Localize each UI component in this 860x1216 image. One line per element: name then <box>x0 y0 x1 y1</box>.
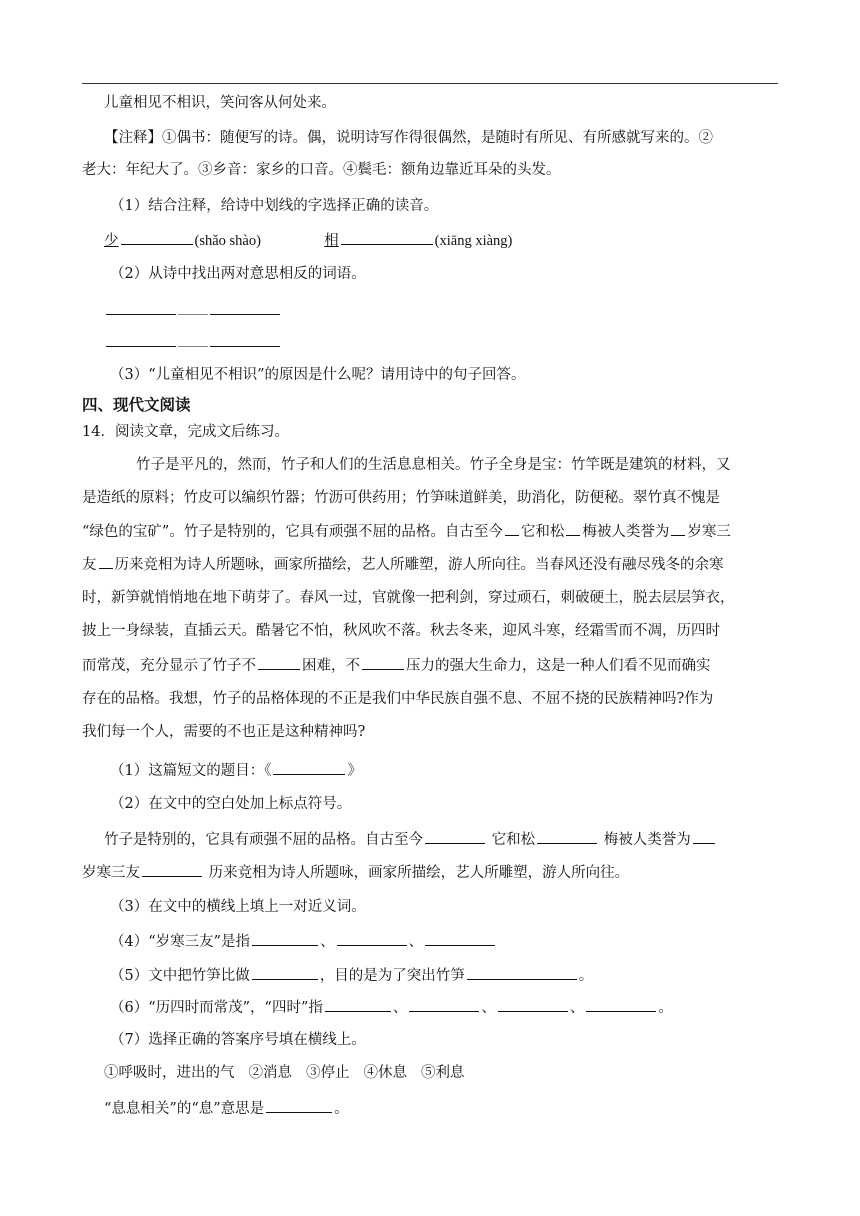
answer-blank[interactable] <box>266 1097 332 1113</box>
answer-blank[interactable] <box>273 759 345 775</box>
q1-prompt: （1）结合注释，给诗中划线的字选择正确的读音。 <box>110 198 439 214</box>
q1-options-2: (xiāng xiàng) <box>434 233 513 249</box>
sub-q1 <box>110 759 362 782</box>
sub-q8 <box>104 1097 349 1120</box>
answer-blank[interactable] <box>121 229 193 245</box>
article-line-3 <box>82 520 731 543</box>
option-2[interactable]: ②消息 <box>248 1065 292 1081</box>
answer-blank[interactable] <box>99 553 113 569</box>
sub-q6-text: （6）“历四时而常茂”，“四时”指 <box>110 1000 323 1016</box>
dash <box>178 334 208 347</box>
passage-text: 它和松 <box>491 832 536 848</box>
passage-text: 竹子是特别的，它具有顽强不屈的品格。自古至今 <box>104 832 423 848</box>
article-line-4 <box>82 553 724 576</box>
answer-blank[interactable] <box>498 996 568 1012</box>
separator: 、 <box>408 934 424 950</box>
article-text: 历来竞相为诗人所题咏，画家所描绘，艺人所雕塑，游人所向往。当春风还没有融尽残冬的余寒 <box>114 557 724 573</box>
answer-blank[interactable] <box>106 299 176 315</box>
q14-label: 14．阅读文章，完成文后练习。 <box>82 424 289 440</box>
section-4-title: 四、现代文阅读 <box>82 396 191 414</box>
answer-blank[interactable] <box>586 996 656 1012</box>
answer-blank[interactable] <box>252 964 318 980</box>
sub-q5-text: （5）文中把竹笋比做 <box>110 968 250 984</box>
sub-q3: （3）在文中的横线上填上一对近义词。 <box>110 899 366 915</box>
poem-last-line: 儿童相见不相识，笑问客从何处来。 <box>104 95 336 111</box>
sub-q1-text: （1）这篇短文的题目：《 <box>110 763 272 779</box>
q3-prompt: （3）“儿童相见不相识”的原因是什么呢？请用诗中的句子回答。 <box>110 367 526 383</box>
answer-blank[interactable] <box>142 861 202 877</box>
option-1[interactable]: ①呼吸时，进出的气 <box>104 1065 235 1081</box>
answer-blank[interactable] <box>566 520 580 536</box>
q1-options-1: (shǎo shào) <box>194 233 261 249</box>
option-3[interactable]: ③停止 <box>306 1065 350 1081</box>
answer-blank[interactable] <box>409 996 479 1012</box>
option-4[interactable]: ④休息 <box>363 1065 407 1081</box>
q1-char-2: 相 <box>324 233 339 249</box>
q2-pair-1 <box>104 299 282 322</box>
answer-blank[interactable] <box>362 654 404 670</box>
answer-blank[interactable] <box>210 299 280 315</box>
article-text: 岁寒三 <box>687 524 731 540</box>
q2-prompt: （2）从诗中找出两对意思相反的词语。 <box>110 266 366 282</box>
article-line-1: 竹子是平凡的，然而，竹子和人们的生活息息相关。竹子全身是宝：竹竿既是建筑的材料，又 <box>136 457 731 473</box>
sub-q4-text: （4）“岁寒三友”是指 <box>110 934 251 950</box>
answer-blank[interactable] <box>505 520 519 536</box>
answer-blank[interactable] <box>537 828 597 844</box>
sub-q4 <box>110 930 497 953</box>
sub-q6 <box>110 996 673 1019</box>
answer-blank[interactable] <box>467 964 577 980</box>
article-text: 友 <box>82 557 97 573</box>
separator: 、 <box>392 1000 408 1016</box>
note-line-1: 【注释】①偶书：随便写的诗。偶，说明诗写作得很偶然，是随时有所见、有所感就写来的。② <box>104 130 713 146</box>
article-line-5: 时，新笋就悄悄地在地下萌芽了。春风一过，官就像一把利剑，穿过顽石，刺破硬土，脱去层层笋衣， <box>82 590 735 606</box>
passage-text: 岁寒三友 <box>82 865 140 881</box>
answer-blank[interactable] <box>106 331 176 347</box>
separator: 、 <box>481 1000 496 1016</box>
q1-char-1: 少 <box>104 233 119 249</box>
answer-blank[interactable] <box>252 930 318 946</box>
article-line-6: 披上一身绿装，直插云天。酷暑它不怕，秋风吹不落。秋去冬来，迎风斗寒，经霜雪而不凋，历四时 <box>82 623 720 639</box>
q1-options-line <box>104 229 512 252</box>
sub-q2: （2）在文中的空白处加上标点符号。 <box>110 796 352 812</box>
sub-q8-text: 。 <box>334 1101 349 1117</box>
answer-blank[interactable] <box>693 828 715 844</box>
note-line-2: 老大：年纪大了。③乡音：家乡的口音。④鬓毛：额角边靠近耳朵的头发。 <box>82 162 561 178</box>
article-text: 压力的强大生命力，这是一种人们看不见而确实 <box>406 658 711 674</box>
passage-text: 梅被人类誉为 <box>603 832 691 848</box>
answer-blank[interactable] <box>425 930 495 946</box>
article-line-7 <box>82 654 711 677</box>
dash <box>178 302 208 315</box>
article-text: 而常茂，充分显示了竹子不 <box>82 658 256 674</box>
sub-q7: （7）选择正确的答案序号填在横线上。 <box>110 1032 366 1048</box>
header-rule <box>82 83 778 84</box>
answer-options <box>104 1062 465 1084</box>
passage-line-2 <box>82 861 629 884</box>
q2-pair-2 <box>104 331 282 354</box>
answer-blank[interactable] <box>425 828 485 844</box>
sub-q5 <box>110 964 593 987</box>
option-5[interactable]: ⑤利息 <box>421 1065 465 1081</box>
passage-line-1 <box>104 828 717 851</box>
article-text: 它和松 <box>520 524 565 540</box>
article-text: 困难，不 <box>302 658 360 674</box>
answer-blank[interactable] <box>337 930 407 946</box>
sub-q6-text: 。 <box>658 1000 673 1016</box>
article-line-8: 存在的品格。我想，竹子的品格体现的不正是我们中华民族自强不息、不屈不挠的民族精神吗?作为 <box>82 691 714 707</box>
answer-blank[interactable] <box>671 520 685 536</box>
separator: 、 <box>569 1000 585 1016</box>
separator: 、 <box>320 934 335 950</box>
sub-q5-text: ，目的是为了突出竹笋 <box>319 968 465 984</box>
answer-blank[interactable] <box>210 331 280 347</box>
answer-blank[interactable] <box>341 229 433 245</box>
answer-blank[interactable] <box>258 654 300 670</box>
article-text: 梅被人类誉为 <box>582 524 670 540</box>
article-line-2: 是造纸的原料；竹皮可以编织竹器；竹沥可供药用；竹笋味道鲜美，助消化，防便秘。翠竹真不愧是 <box>82 490 720 506</box>
passage-text: 历来竞相为诗人所题咏，画家所描绘，艺人所雕塑，游人所向往。 <box>208 865 630 881</box>
article-text: “绿色的宝矿”。竹子是特别的，它具有顽强不屈的品格。自古至今 <box>82 524 503 540</box>
sub-q8-text: “息息相关”的“息”意思是 <box>104 1101 265 1117</box>
answer-blank[interactable] <box>325 996 391 1012</box>
sub-q1-text: 》 <box>347 763 362 779</box>
sub-q5-text: 。 <box>578 968 594 984</box>
article-line-9: 我们每一个人，需要的不也正是这种精神吗? <box>82 724 366 740</box>
